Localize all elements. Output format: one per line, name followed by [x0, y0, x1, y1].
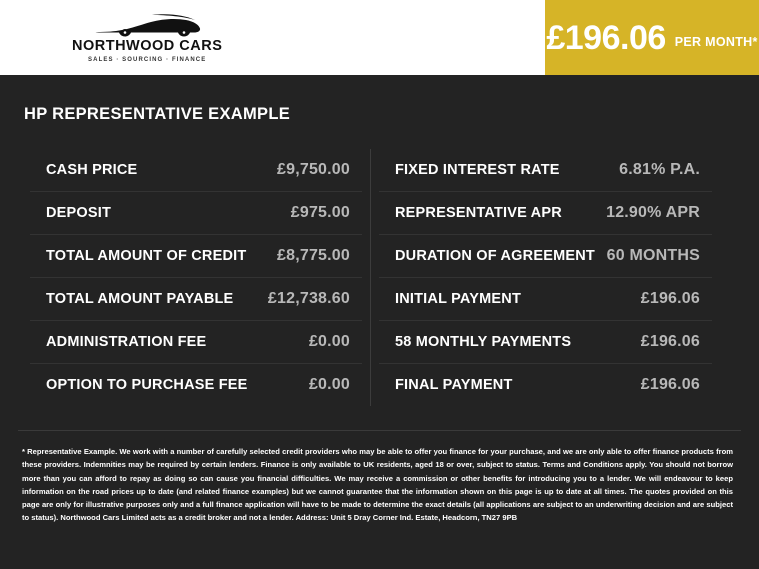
- dealer-logo[interactable]: [72, 12, 222, 63]
- row-label: TOTAL AMOUNT OF CREDIT: [46, 248, 247, 264]
- finance-details: [0, 124, 759, 406]
- disclaimer-text: * Representative Example. We work with a number of carefully selected credit providers who may be able to offer you finance for your purchase, and we are only able to offer finance products from these providers. Indemnities may be required by certain lenders. Finance is only available to UK residents, aged 18 or over, subject to status. Terms and Conditions apply. You should not borrow more than you can afford to repay as doing so can cause you financial difficulties. We may receive a commission or other benefits for introducing you to a lender. We will endeavour to keep information on the road prices up to date (and related finance examples) but we cannot guarantee that the information shown on this page is up to date at all times. The quotes provided on this page are only for illustrative purposes only and a full finance application will have to be made to determine the exact details (all applications are subject to an underwriting decision and are subject to status). Northwood Cars Limited acts as a credit broker and not a lender. Address: Unit 5 Dray Corner Ind. Estate, Headcorn, TN27 9PB: [22, 447, 733, 523]
- monthly-price-banner: [545, 0, 759, 75]
- row-value: £9,750.00: [277, 161, 350, 178]
- row-value: £196.06: [640, 376, 700, 393]
- row-label: TOTAL AMOUNT PAYABLE: [46, 291, 234, 307]
- finance-column-right: [371, 149, 720, 406]
- table-row: [379, 364, 712, 406]
- table-row: [30, 192, 362, 235]
- monthly-price-amount: £196.06: [546, 18, 666, 57]
- row-label: REPRESENTATIVE APR: [395, 205, 562, 221]
- row-label: CASH PRICE: [46, 162, 138, 178]
- page-title: HP REPRESENTATIVE EXAMPLE: [24, 105, 291, 123]
- table-row: [379, 278, 712, 321]
- row-value: £975.00: [290, 204, 350, 221]
- row-value: £12,738.60: [267, 290, 350, 307]
- table-row: [30, 278, 362, 321]
- row-label: OPTION TO PURCHASE FEE: [46, 377, 248, 393]
- table-row: [379, 149, 712, 192]
- finance-column-left: [22, 149, 371, 406]
- logo-tagline: SALES · SOURCING · FINANCE: [88, 56, 207, 63]
- table-row: [379, 192, 712, 235]
- car-silhouette-icon: [92, 12, 202, 38]
- row-value: 12.90% APR: [606, 204, 700, 221]
- row-value: 60 MONTHS: [606, 247, 700, 264]
- row-value: £0.00: [308, 376, 350, 393]
- row-label: INITIAL PAYMENT: [395, 291, 521, 307]
- monthly-price-period: PER MONTH*: [674, 35, 758, 49]
- row-label: 58 MONTHLY PAYMENTS: [395, 334, 572, 350]
- row-value: £196.06: [640, 333, 700, 350]
- row-label: DURATION OF AGREEMENT: [395, 248, 595, 264]
- row-label: FIXED INTEREST RATE: [395, 162, 560, 178]
- header: [0, 0, 759, 75]
- table-row: [30, 321, 362, 364]
- row-value: 6.81% P.A.: [619, 161, 700, 178]
- row-label: DEPOSIT: [46, 205, 112, 221]
- row-label: ADMINISTRATION FEE: [46, 334, 207, 350]
- table-row: [30, 235, 362, 278]
- table-row: [30, 149, 362, 192]
- table-row: [379, 235, 712, 278]
- table-row: [30, 364, 362, 406]
- row-value: £196.06: [640, 290, 700, 307]
- table-row: [379, 321, 712, 364]
- logo-name: NORTHWOOD CARS: [72, 38, 223, 55]
- row-value: £0.00: [308, 333, 350, 350]
- row-label: FINAL PAYMENT: [395, 377, 513, 393]
- row-value: £8,775.00: [277, 247, 350, 264]
- logo-area: [0, 0, 545, 75]
